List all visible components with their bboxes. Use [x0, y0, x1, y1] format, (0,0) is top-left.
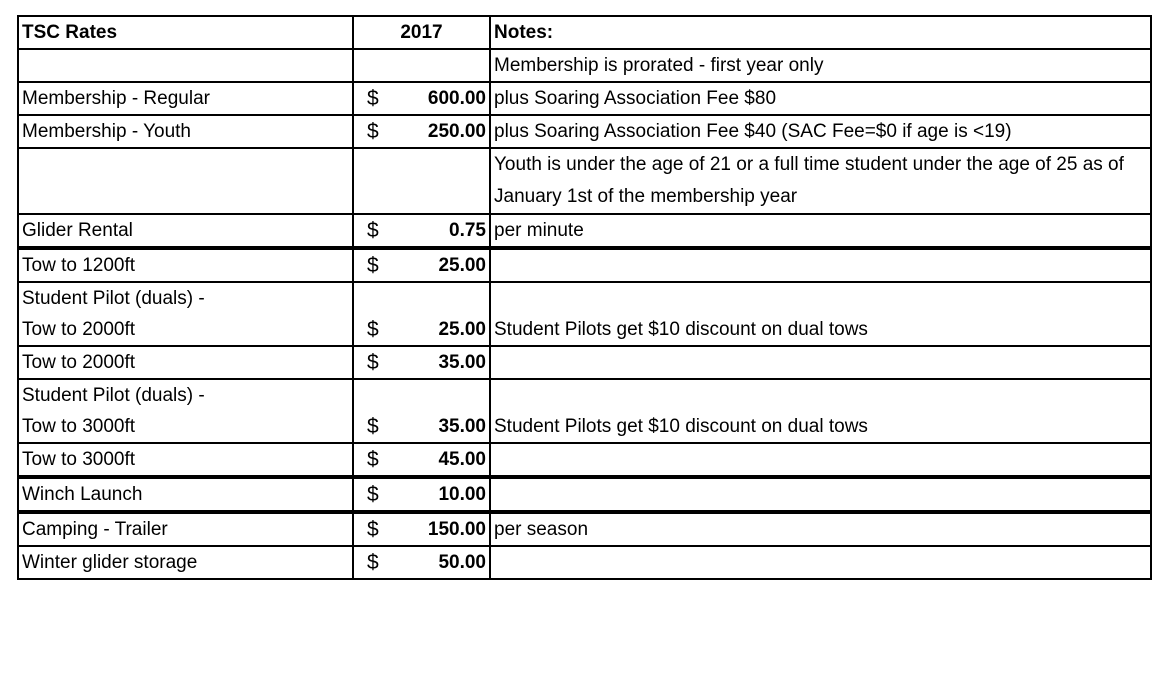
rate-label-cell[interactable]: Winch Launch — [18, 478, 353, 511]
table-row — [18, 346, 1151, 379]
rate-amount-cell[interactable] — [353, 49, 490, 82]
header-notes[interactable]: Notes: — [490, 16, 1151, 49]
table-row — [18, 82, 1151, 115]
rate-label-line: Student Pilot (duals) - — [22, 288, 205, 309]
rate-amount-cell[interactable] — [353, 513, 490, 546]
rate-label-cell[interactable]: Camping - Trailer — [18, 513, 353, 546]
header-year[interactable]: 2017 — [353, 16, 490, 49]
currency-symbol: $ — [367, 551, 379, 574]
rate-note-cell[interactable] — [490, 546, 1151, 579]
table-row — [18, 478, 1151, 511]
rates-table — [17, 15, 1152, 580]
rate-note-cell[interactable]: Student Pilots get $10 discount on dual tows — [490, 282, 1151, 346]
rate-note-cell[interactable]: per minute — [490, 214, 1151, 247]
currency-symbol: $ — [367, 120, 379, 143]
table-row — [18, 214, 1151, 247]
rate-label-cell[interactable]: Tow to 1200ft — [18, 249, 353, 282]
rate-label-cell[interactable] — [18, 282, 353, 346]
rate-note-cell[interactable]: per season — [490, 513, 1151, 546]
rate-label-line: Tow to 2000ft — [22, 319, 136, 340]
currency-symbol: $ — [367, 219, 379, 242]
rate-note-cell[interactable] — [490, 478, 1151, 511]
rate-amount-cell[interactable] — [353, 82, 490, 115]
rate-amount: 25.00 — [438, 255, 486, 276]
rate-amount: 45.00 — [438, 449, 486, 470]
table-row — [18, 115, 1151, 148]
table-row — [18, 249, 1151, 282]
table-row — [18, 546, 1151, 579]
rate-label-line: Student Pilot (duals) - — [22, 385, 205, 406]
rate-amount-cell[interactable] — [353, 214, 490, 247]
rate-label-cell[interactable] — [18, 49, 353, 82]
currency-symbol: $ — [367, 518, 379, 541]
rate-label-cell[interactable]: Membership - Youth — [18, 115, 353, 148]
header-label[interactable]: TSC Rates — [18, 16, 353, 49]
table-row — [18, 379, 1151, 443]
rate-note-cell[interactable] — [490, 249, 1151, 282]
rate-note-cell[interactable]: Membership is prorated - first year only — [490, 49, 1151, 82]
table-row — [18, 49, 1151, 82]
rate-note-cell[interactable]: plus Soaring Association Fee $80 — [490, 82, 1151, 115]
rate-amount-cell[interactable] — [353, 546, 490, 579]
rate-amount-cell[interactable] — [353, 379, 490, 443]
table-row — [18, 513, 1151, 546]
rate-label-cell[interactable]: Winter glider storage — [18, 546, 353, 579]
rate-note-cell[interactable]: Student Pilots get $10 discount on dual tows — [490, 379, 1151, 443]
table-row — [18, 282, 1151, 346]
rate-label-cell[interactable] — [18, 148, 353, 214]
rate-amount: 35.00 — [438, 416, 486, 437]
rate-label-cell[interactable] — [18, 379, 353, 443]
currency-symbol: $ — [367, 448, 379, 471]
rate-amount: 600.00 — [427, 88, 486, 109]
rate-label-cell[interactable]: Membership - Regular — [18, 82, 353, 115]
rate-amount: 35.00 — [438, 352, 486, 373]
rate-note-cell[interactable] — [490, 443, 1151, 476]
rate-label-cell[interactable]: Tow to 3000ft — [18, 443, 353, 476]
currency-symbol: $ — [367, 254, 379, 277]
rate-amount: 50.00 — [438, 552, 486, 573]
rate-amount-cell[interactable] — [353, 478, 490, 511]
currency-symbol: $ — [367, 87, 379, 110]
header-row — [18, 16, 1151, 49]
rate-label-cell[interactable]: Glider Rental — [18, 214, 353, 247]
rate-amount: 250.00 — [427, 121, 486, 142]
rate-amount-cell[interactable] — [353, 346, 490, 379]
rate-amount-cell[interactable] — [353, 443, 490, 476]
rate-note-cell[interactable]: plus Soaring Association Fee $40 (SAC Fee=$0 if age is <19) — [490, 115, 1151, 148]
table-row — [18, 443, 1151, 476]
currency-symbol: $ — [367, 351, 379, 374]
rate-amount-cell[interactable] — [353, 249, 490, 282]
rate-amount-cell[interactable] — [353, 282, 490, 346]
rate-amount: 25.00 — [438, 319, 486, 340]
rate-amount: 150.00 — [427, 519, 486, 540]
rate-note-cell[interactable]: Youth is under the age of 21 or a full time student under the age of 25 as of January 1st of the membership year — [490, 148, 1151, 214]
rate-amount-cell[interactable] — [353, 115, 490, 148]
currency-symbol: $ — [367, 483, 379, 506]
table-row — [18, 148, 1151, 214]
rate-amount: 10.00 — [438, 484, 486, 505]
currency-symbol: $ — [367, 318, 379, 341]
rate-amount-cell[interactable] — [353, 148, 490, 214]
currency-symbol: $ — [367, 415, 379, 438]
rate-label-cell[interactable]: Tow to 2000ft — [18, 346, 353, 379]
rate-amount: 0.75 — [449, 220, 486, 241]
rate-note-cell[interactable] — [490, 346, 1151, 379]
rate-label-line: Tow to 3000ft — [22, 416, 136, 437]
